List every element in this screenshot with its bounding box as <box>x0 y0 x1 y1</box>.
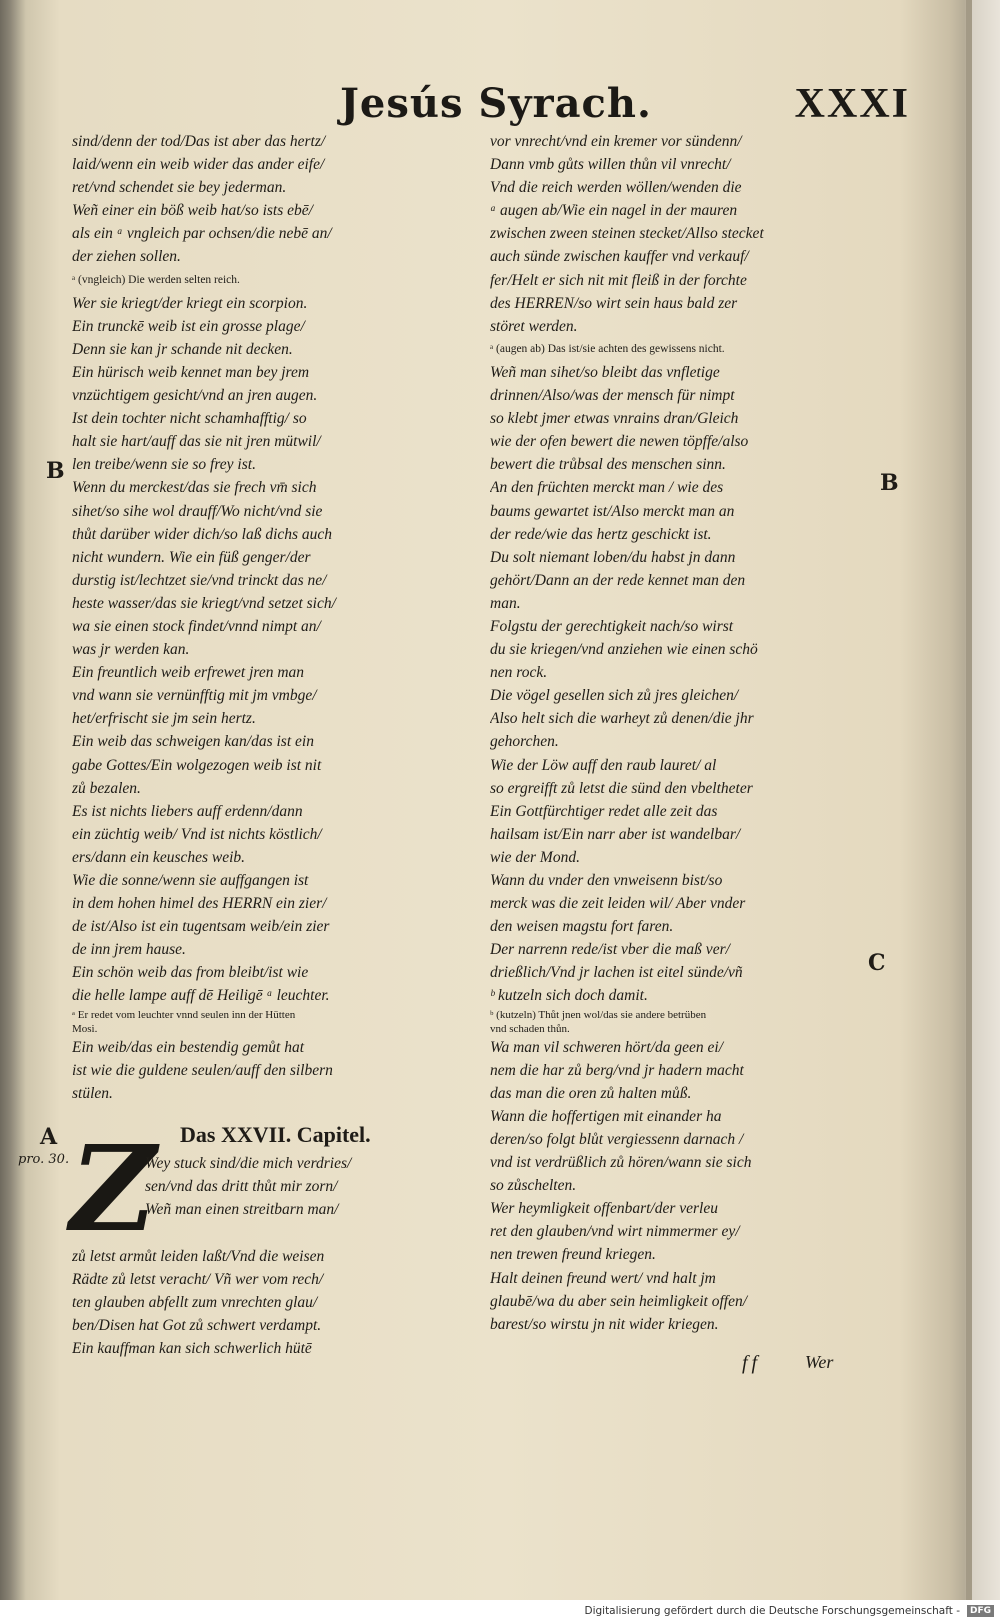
text-line: Ein weib das schweigen kan/das ist ein <box>72 733 314 751</box>
decorated-initial: Z <box>70 1119 157 1258</box>
text-line: glaubē/wa du aber sein heimligkeit offen/ <box>490 1292 747 1310</box>
text-line: zů letst armůt leiden laßt/Vnd die weisen <box>72 1248 325 1265</box>
margin-letter-b-right: B <box>880 470 899 496</box>
text-line: Es ist nichts liebers auff erdenn/dann <box>72 802 303 820</box>
text-line: die helle lampe auff dē Heiligē ᵃ leuchter. <box>72 987 330 1005</box>
text-line: gehorchen. <box>490 733 559 751</box>
text-line: Wer sie kriegt/der kriegt ein scorpion. <box>72 294 308 312</box>
text-line: Ein schön weib das from bleibt/ist wie <box>72 964 309 982</box>
text-line: Wann du vnder den vnweisenn bist/so <box>490 872 723 889</box>
text-line: Ein Gottfürchtiger redet alle zeit das <box>490 802 718 820</box>
text-line: ᵇ kutzeln sich doch damit. <box>490 987 648 1005</box>
text-line: ret den glauben/vnd wirt nimmermer ey/ <box>490 1223 740 1241</box>
text-line: Ein trunckē weib ist ein grosse plage/ <box>72 317 305 335</box>
text-line: thůt darüber wider dich/so laß dichs auch <box>72 525 333 543</box>
text-line: Wenn du merckest/das sie frech vm̄ sich <box>72 479 317 497</box>
text-line: vnd wann sie vernünfftig mit jm vmbge/ <box>72 687 317 705</box>
text-line: de ist/Also ist ein tugentsam weib/ein zier <box>72 918 330 936</box>
text-line: ret/vnd schendet sie bey jederman. <box>72 179 287 197</box>
footer-bar <box>0 1600 1000 1623</box>
text-line: man. <box>490 594 521 612</box>
chapter-lines-after-initial <box>72 1245 467 1360</box>
text-line: Wie die sonne/wenn sie auffgangen ist <box>72 872 309 889</box>
text-line: Wa man vil schweren hört/da geen ei/ <box>490 1038 724 1056</box>
text-line: so klebt jmer etwas vnrains dran/Gleich <box>490 410 739 428</box>
text-line: in dem hohen himel des HERRN ein zier/ <box>72 895 327 913</box>
text-line: ein züchtig weib/ Vnd ist nichts köstlich/ <box>72 825 322 843</box>
text-line: Ein kauffman kan sich schwerlich hütē <box>72 1340 312 1358</box>
margin-letter-c-right: C <box>868 950 886 976</box>
text-line: ten glauben abfellt zum vnrechten glau/ <box>72 1294 318 1312</box>
margin-letter-a-left: A <box>40 1124 58 1150</box>
text-line: An den früchten merckt man / wie des <box>490 479 724 497</box>
right-column <box>490 130 880 1336</box>
text-line: so zůschelten. <box>490 1177 577 1195</box>
text-line: nen rock. <box>490 664 548 682</box>
chapter-lines-beside-initial <box>145 1152 465 1221</box>
text-line: störet werden. <box>490 317 578 335</box>
text-line: het/erfrischt sie jm sein hertz. <box>72 710 256 728</box>
text-line: bewert die trůbsal des menschen sinn. <box>490 456 726 474</box>
text-line: Wie der Löw auff den raub lauret/ al <box>490 756 717 774</box>
text-line: so ergreifft zů letst die sünd den vbeltheter <box>490 779 753 797</box>
catchword: Wer <box>805 1352 834 1372</box>
text-line: Weñ man sihet/so bleibt das vnfletige <box>490 363 720 381</box>
text-line: was jr werden kan. <box>72 641 190 659</box>
text-line: Vnd die reich werden wöllen/wenden die <box>490 179 742 197</box>
text-line: Der narrenn rede/ist vber die maß ver/ <box>490 941 730 959</box>
text-line: vnzüchtigem gesicht/vnd an jren augen. <box>72 387 318 405</box>
text-line: nen trewen freund kriegen. <box>490 1246 656 1264</box>
text-line: Wann die hoffertigen mit einander ha <box>490 1107 722 1125</box>
margin-letter-b-left: B <box>46 458 65 484</box>
text-line: stülen. <box>72 1084 113 1102</box>
running-head-title: Jesús Syrach. <box>340 80 652 127</box>
chapter-heading: Das XXVII. Capitel. <box>180 1122 371 1147</box>
text-line: nem die har zů berg/vnd jr hadern macht <box>490 1061 744 1079</box>
text-line: das man die oren zů halten můß. <box>490 1084 692 1102</box>
dfg-logo: DFG <box>967 1605 994 1617</box>
text-line: Du solt niemant loben/du habst jn dann <box>490 548 736 566</box>
text-line: auch sünde zwischen kauffer vnd verkauf/ <box>490 248 749 266</box>
text-line: merck was die zeit leiden wil/ Aber vnder <box>490 895 746 913</box>
text-line: Ist dein tochter nicht schamhafftig/ so <box>72 410 307 428</box>
text-line: Ein weib/das ein bestendig gemůt hat <box>72 1038 305 1056</box>
footnote-line: ᵃ (augen ab) Das ist/sie achten des gewissens nicht. <box>490 342 725 355</box>
footnote-line: ᵇ (kutzeln) Thůt jnen wol/das sie andere betrüben <box>490 1008 707 1021</box>
running-head <box>330 80 910 130</box>
text-line: laid/wenn ein weib wider das ander eife/ <box>72 156 325 174</box>
left-column <box>72 130 467 1105</box>
text-line: sind/denn der tod/Das ist aber das hertz/ <box>72 133 326 150</box>
text-line: fer/Helt er sich nit mit fleiß in der forchte <box>490 271 747 289</box>
text-line: als ein ᵃ vngleich par ochsen/die nebē an/ <box>72 225 332 243</box>
text-line: Weñ einer ein böß weib hat/so ists ebē/ <box>72 202 313 220</box>
text-line: wie der ofen bewert die newen töpffe/also <box>490 433 749 451</box>
text-line: hailsam ist/Ein narr aber ist wandelbar/ <box>490 825 741 843</box>
text-line: Halt deinen freund wert/ vnd halt jm <box>490 1269 716 1287</box>
text-line: Wey stuck sind/die mich verdries/ <box>145 1155 352 1172</box>
text-line: Ein hürisch weib kennet man bey jrem <box>72 363 310 381</box>
text-line: Die vögel gesellen sich zů jres gleichen/ <box>490 687 739 705</box>
text-line: der ziehen sollen. <box>72 248 181 266</box>
text-line: sen/vnd das dritt thůt mir zorn/ <box>145 1178 338 1196</box>
footnote-line: ᵃ (vngleich) Die werden selten reich. <box>72 273 240 286</box>
text-line: deren/so folgt blůt vergiessenn darnach / <box>490 1130 744 1148</box>
text-line: den weisen magstu fort faren. <box>490 918 674 936</box>
text-line: Also helt sich die warheyt zů denen/die jhr <box>490 710 754 728</box>
footnote-line: ᵃ Er redet vom leuchter vnnd seulen inn der Hütten <box>72 1008 296 1021</box>
text-line: Dann vmb gůts willen thůn vil vnrecht/ <box>490 156 731 174</box>
text-line: zů bezalen. <box>72 779 141 797</box>
footnote-line: vnd schaden thůn. <box>490 1022 570 1035</box>
text-line: gabe Gottes/Ein wolgezogen weib ist nit <box>72 756 322 774</box>
text-line: ᵃ augen ab/Wie ein nagel in der mauren <box>490 202 738 220</box>
text-line: der rede/wie das hertz geschickt ist. <box>490 525 712 543</box>
text-line: vnd ist verdrüßlich zů hören/wann sie sich <box>490 1154 752 1172</box>
text-line: baums gewartet ist/Also merckt man an <box>490 502 735 520</box>
folio-number: XXXI <box>794 81 910 127</box>
text-line: ers/dann ein keusches weib. <box>72 848 246 866</box>
text-line: wie der Mond. <box>490 848 580 866</box>
text-line: gehört/Dann an der rede kennet man den <box>490 571 746 589</box>
text-line: durstig ist/lechtzet sie/vnd trinckt das ne/ <box>72 571 327 589</box>
footnote-line: Mosi. <box>72 1022 98 1035</box>
text-line: len treibe/wenn sie so frey ist. <box>72 456 256 474</box>
text-line: vor vnrecht/vnd ein kremer vor sündenn/ <box>490 133 742 150</box>
margin-reference: pro. 30. <box>18 1152 70 1167</box>
text-line: Wer heymligkeit offenbart/der verleu <box>490 1200 718 1218</box>
page-edge <box>966 0 972 1600</box>
text-line: du sie kriegen/vnd anziehen wie einen schö <box>490 641 758 659</box>
text-line: Denn sie kan jr schande nit decken. <box>72 340 293 358</box>
text-line: zwischen zween steinen stecket/Allso stecket <box>490 225 764 243</box>
text-line: drießlich/Vnd jr lachen ist eitel sünde/vñ <box>490 964 743 982</box>
text-line: drinnen/Also/was der mensch für nimpt <box>490 387 735 405</box>
text-line: heste wasser/das sie kriegt/vnd setzet sich/ <box>72 594 336 612</box>
text-line: nicht wundern. Wie ein füß genger/der <box>72 548 311 566</box>
text-line: ist wie die guldene seulen/auff den silbern <box>72 1061 333 1079</box>
text-line: Folgstu der gerechtigkeit nach/so wirst <box>490 617 734 635</box>
text-line: des HERREN/so wirt sein haus bald zer <box>490 294 738 312</box>
text-line: barest/so wirstu jn nit wider kriegen. <box>490 1315 719 1333</box>
text-line: halt sie hart/auff das sie nit jren mütwil/ <box>72 433 321 451</box>
text-line: wa sie einen stock findet/vnnd nimpt an/ <box>72 617 321 635</box>
text-line: Rädte zů letst veracht/ Vñ wer vom rech/ <box>72 1271 324 1289</box>
text-line: de inn jrem hause. <box>72 941 186 959</box>
footer-credit: Digitalisierung gefördert durch die Deutsche Forschungsgemeinschaft - <box>584 1605 960 1617</box>
text-line: ben/Disen hat Got zů schwert verdampt. <box>72 1317 322 1335</box>
text-line: Weñ man einen streitbarn man/ <box>145 1201 339 1219</box>
signature-mark: ff <box>742 1352 762 1374</box>
text-line: sihet/so sihe wol drauff/Wo nicht/vnd sie <box>72 502 323 520</box>
text-line: Ein freuntlich weib erfrewet jren man <box>72 664 305 682</box>
